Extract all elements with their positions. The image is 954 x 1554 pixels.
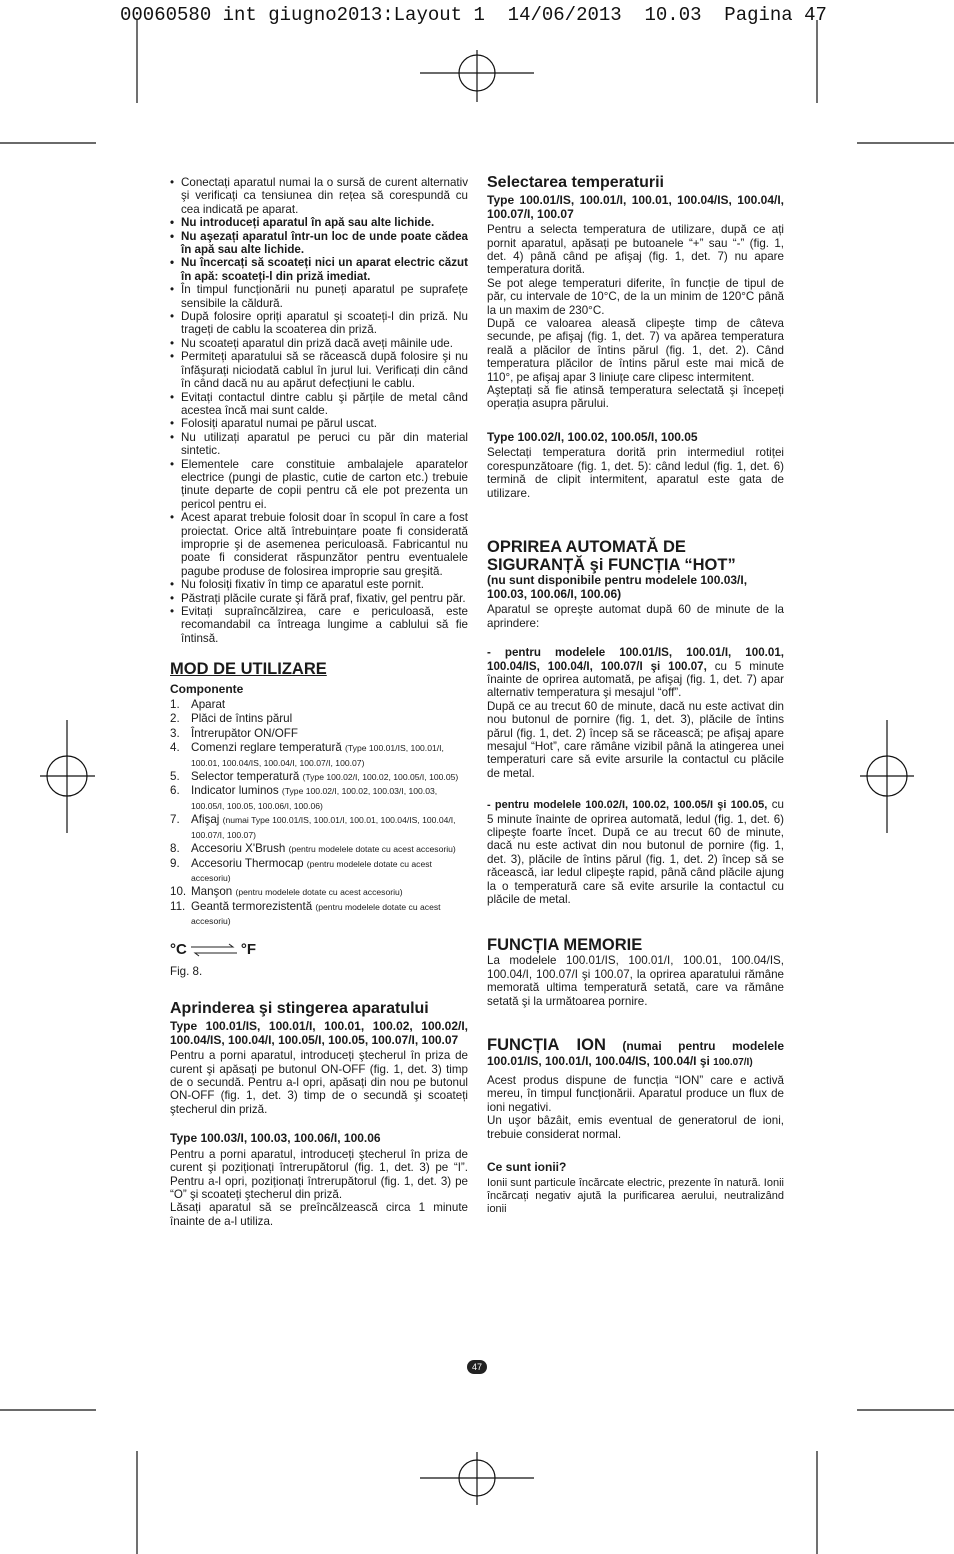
paragraph [487, 798, 784, 906]
safety-list-item: • Nu utilizați aparatul pe peruci cu păr din material sintetic. [170, 431, 468, 458]
safety-list-item: • Nu aşezați aparatul într-un loc de unde poate cădea în apă sau alte lichide. [170, 230, 468, 257]
component-note: (numai Type 100.01/IS, 100.01/I, 100.01, 100.04/IS, 100.04/I, 100.07/I, 100.07) [191, 815, 456, 840]
component-name: Accesoriu Thermocap [191, 856, 307, 870]
section-title-aprinderea: Aprinderea şi stingerea aparatului [170, 999, 429, 1017]
component-name: Comenzi reglare temperatură [191, 741, 346, 755]
page-number: 47 [467, 1360, 487, 1374]
paragraph: Aparatul se opreşte automat după 60 de minute de la aprindere: [487, 603, 784, 630]
models-note: (nu sunt disponibile pentru modelele 100.03/I, 100.03, 100.06/I, 100.06) [487, 573, 748, 601]
component-number: 7. [170, 813, 180, 827]
component-item [170, 741, 468, 770]
figure-caption: Fig. 8. [170, 964, 203, 978]
component-item [170, 900, 468, 929]
safety-list-item: • Evitați supraîncălzirea, care e periculoasă, este recomandabil ca întreaga lungime a cablului să fie întinsă. [170, 605, 468, 645]
component-name: Selector temperatură [191, 770, 303, 784]
ion-note-end: 100.07/I) [713, 1057, 753, 1069]
left-column [170, 176, 468, 1228]
paragraph: După ce valoarea aleasă clipeşte timp de câteva secunde, pe afişaj (fig. 1, det. 7) va apărea temperatura reală a plăcilor de întins părul (fig. 1, det. 2). Când temperatura plăcilor de întins părul este mai mică de 110°, pe afişaj apar 3 liniuțe care clipesc intermitent. [487, 317, 784, 384]
component-name: Indicator luminos [191, 784, 282, 798]
paragraph-text: cu 5 minute înainte de oprirea automată, ledul (fig. 1, det. 6) clipeşte foarte încet. Dupǎ ce au trecut 60 de minute, dacǎ nu este activat din nou butonul de pornire (fig. 1, det. 3), plǎcile de întins pǎrul (fig. 1, det. 2) încep sǎ se rǎceascǎ, iar ledul clipeşte rapid, până când plăcile ajung la o temperatură care să evite arsurile la contactul cu plǎcile de metal. [487, 798, 785, 906]
type-heading: Type 100.01/IS, 100.01/I, 100.01, 100.02, 100.02/I, 100.04/IS, 100.04/I, 100.05/I, 100.05, 100.07/I, 100.07 [170, 1018, 468, 1047]
component-number: 8. [170, 842, 180, 856]
paragraph: La modelele 100.01/IS, 100.01/I, 100.01, 100.04/IS, 100.04/I, 100.07/I şi 100.07, la oprirea aparatului rămâne memorată ultima temperatură setată, care va rămâne setată şi la următoarea pornire. [487, 954, 784, 1008]
component-note: (pentru modelele dotate cu acest accesoriu) [288, 844, 456, 855]
paragraph: Selectați temperatura dorită prin intermediul rotiței corespunzătoare (fig. 1, det. 5): când ledul (fig. 1, det. 6) termină de clipit intermitent, aparatul este gata de utilizare. [487, 446, 784, 500]
component-item [170, 698, 468, 712]
component-item [170, 842, 468, 856]
component-number: 6. [170, 784, 180, 798]
component-item [170, 857, 468, 886]
componente-title: Componente [170, 681, 244, 696]
component-number: 2. [170, 712, 180, 726]
celsius-label: °C [170, 940, 187, 958]
component-number: 10. [170, 885, 187, 899]
component-number: 11. [170, 899, 186, 913]
component-item [170, 727, 468, 741]
section-title-mod: MOD DE UTILIZARE [170, 660, 327, 679]
component-number: 9. [170, 856, 180, 870]
unit-conversion [170, 940, 468, 958]
component-note: (pentru modelele dotate cu acest accesoriu) [191, 858, 432, 883]
safety-list-item: • Nu introduceți aparatul în apă sau alte lichide. [170, 216, 468, 229]
models-label: - pentru modelele 100.01/IS, 100.01/I, 100.01, 100.04/IS, 100.04/I, 100.07/I şi 100.07, [487, 646, 784, 673]
section-title-ion: FUNCȚIA ION [487, 1036, 606, 1055]
component-item [170, 885, 468, 899]
type-heading: Type 100.01/IS, 100.01/I, 100.01, 100.04/IS, 100.04/I, 100.07/I, 100.07 [487, 193, 784, 221]
safety-list-item: • Folosiți aparatul numai pe părul uscat. [170, 417, 468, 430]
type-heading: Type 100.02/I, 100.02, 100.05/I, 100.05 [487, 429, 698, 444]
paragraph: Se pot alege temperaturi diferite, în funcție de tipul de păr, cu intervale de 10°C, de la un minim de 120°C până la un maxim de 230°C. [487, 276, 784, 317]
safety-list-item: • Acest aparat trebuie folosit doar în scopul în care a fost proiectat. Orice altă întrebuințare poate fi considerată improprie şi de asemenea periculoasă. Fabricantul nu poate fi considerat răspunzător pentru eventualele pagube produse de folosirea improprie sau greşită. [170, 511, 468, 578]
paragraph: Acest produs dispune de funcția “ION” care e activă mereu, în timpul funcționării. Aparatul produce un flux de ioni negativi. [487, 1074, 784, 1114]
paragraph: Pentru a selecta temperatura de utilizare, după ce ați pornit aparatul, apăsați pe butoanele “+” sau “-” (fig. 1, det. 4) până când pe afişaj (fig. 1, det. 7) nu apare temperatura dorită. [487, 223, 784, 277]
ion-heading [487, 1038, 784, 1070]
component-item [170, 784, 468, 813]
type-heading: Type 100.03/I, 100.03, 100.06/I, 100.06 [170, 1131, 381, 1146]
models-label: - pentru modelele 100.02/I, 100.02, 100.05/I şi 100.05, [487, 799, 768, 812]
component-note: (pentru modelele dotate cu acest accesoriu) [191, 901, 441, 927]
paragraph: Pentru a porni aparatul, introduceți ştecherul în priza de curent şi apăsați pe butonul ON-OFF (fig. 1, det. 3) timp de o secundă. Pentru a-l opri, apăsați din nou pe butonul ON-OFF (fig. 1, det. 3) timp de o secundă şi scoateți ştecherul din priză. [170, 1049, 468, 1116]
paragraph: Dupǎ ce au trecut 60 de minute, dacǎ nu este activat din nou butonul de pornire (fig. 1, det. 3), plǎcile de întins pǎrul (fig. 1, det. 2) încep sǎ se rǎceascǎ; pe afişaj apare mesajul “Hot”, care rǎmâne vizibil pânǎ la atingerea unei temperaturi care sǎ evite arsurile la contactul cu plǎcile de metal. [487, 699, 784, 780]
component-name: Plăci de întins părul [191, 712, 293, 726]
component-name: Accesoriu X'Brush [191, 842, 289, 856]
safety-list [170, 176, 468, 645]
paragraph: Lăsați aparatul să se preîncălzească circa 1 minute înainte de a-l utiliza. [170, 1201, 468, 1228]
paragraph: Ionii sunt particule încărcate electric, prezente în natură. Ionii încărcați negativ ajută la purificarea aerului, neutralizând ionii [487, 1176, 784, 1216]
safety-list-item: • În timpul funcționării nu puneți aparatul pe suprafețe sensibile la căldură. [170, 283, 468, 310]
section-title-selectarea: Selectarea temperaturii [487, 174, 664, 191]
component-note: (Type 100.02/I, 100.02, 100.03/I, 100.03, 100.05/I, 100.05, 100.06/I, 100.06) [191, 786, 438, 811]
print-slug: 00060580 int giugno2013:Layout 1 14/06/2013 10.03 Pagina 47 [120, 4, 827, 26]
safety-list-item: • Păstrați plăcile curate şi fără praf, fixativ, gel pentru păr. [170, 592, 468, 605]
component-item [170, 712, 468, 726]
ion-note: (numai pentru modelele 100.01/IS, 100.01/I, 100.04/IS, 100.04/I şi [487, 1039, 785, 1069]
component-name: Geantă termorezistentă [191, 899, 316, 913]
safety-list-item: • Evitați contactul dintre cablu şi părțile de metal când acestea încă mai sunt calde. [170, 391, 468, 418]
section-title-oprirea: OPRIREA AUTOMATĂ DE SIGURANȚĂ şi FUNCȚIA “HOT” [487, 538, 736, 575]
component-number: 4. [170, 741, 180, 755]
paragraph: Aşteptați să fie atinsă temperatura selectată şi începeți operația asupra părului. [487, 384, 784, 411]
component-name: Afişaj [191, 813, 223, 827]
paragraph: Un uşor bâzâit, emis eventual de generatorul de ioni, trebuie considerat normal. [487, 1114, 784, 1141]
safety-list-item: • Nu folosiți fixativ în timp ce aparatul este pornit. [170, 578, 468, 591]
component-name: Aparat [191, 698, 226, 712]
component-number: 1. [170, 698, 180, 712]
fahrenheit-label: °F [240, 940, 257, 958]
component-item [170, 770, 468, 784]
safety-list-item: • Elementele care constituie ambalajele aparatelor electrice (pungi de plastic, cutie de carton etc.) trebuie ținute departe de copii pentru că ele pot prezenta un pericol pentru ei. [170, 458, 468, 512]
right-column [487, 174, 784, 1217]
component-number: 3. [170, 726, 180, 740]
paragraph [487, 646, 784, 700]
section-title-memorie: FUNCȚIA MEMORIE [487, 936, 643, 955]
safety-list-item: • Conectați aparatul numai la o sursă de curent alternativ şi verificați ca tensiunea din rețea să corespundă cu cea indicată pe aparat. [170, 176, 468, 216]
ioni-title: Ce sunt ionii? [487, 1160, 567, 1175]
paragraph: Pentru a porni aparatul, introduceți ştecherul în priza de curent şi poziționați întrerupătorul (fig. 1, det. 3) pe “I”. Pentru a-l opri, poziționați întrerupătorul (fig. 1, det. 3) pe “O” şi scoateți ştecherul din priză. [170, 1147, 468, 1201]
component-note: (Type 100.01/IS, 100.01/I, 100.01, 100.04/IS, 100.04/I, 100.07/I, 100.07) [191, 743, 444, 768]
safety-list-item: • Nu scoateți aparatul din priză dacă aveți mâinile ude. [170, 337, 468, 350]
component-number: 5. [170, 770, 180, 784]
safety-list-item: • După folosire opriți aparatul şi scoateți-l din priză. Nu trageți de cablu la scoaterea din priză. [170, 310, 468, 337]
safety-list-item: • Permiteți aparatului să se răcească după folosire şi nu înfăşurați niciodată cablul în jurul lui. Verificați din când în când dacă nu au apărut defecțiuni le cablu. [170, 350, 468, 390]
component-name: Întrerupător ON/OFF [191, 726, 298, 740]
component-name: Manşon [191, 885, 236, 899]
double-arrow-icon [189, 943, 239, 957]
component-item [170, 813, 468, 842]
component-note: (pentru modelele dotate cu acest accesoriu) [235, 887, 403, 898]
components-list [170, 698, 468, 929]
component-note: (Type 100.02/I, 100.02, 100.05/I, 100.05) [302, 772, 459, 783]
safety-list-item: • Nu încercați să scoateți nici un aparat electric căzut în apă: scoateți-l din priză imediat. [170, 256, 468, 283]
paragraph-text: cu 5 minute înainte de oprirea automată, pe afişaj (fig. 1, det. 7) apar alternativ temperatura şi mesajul “off”. [487, 659, 785, 700]
